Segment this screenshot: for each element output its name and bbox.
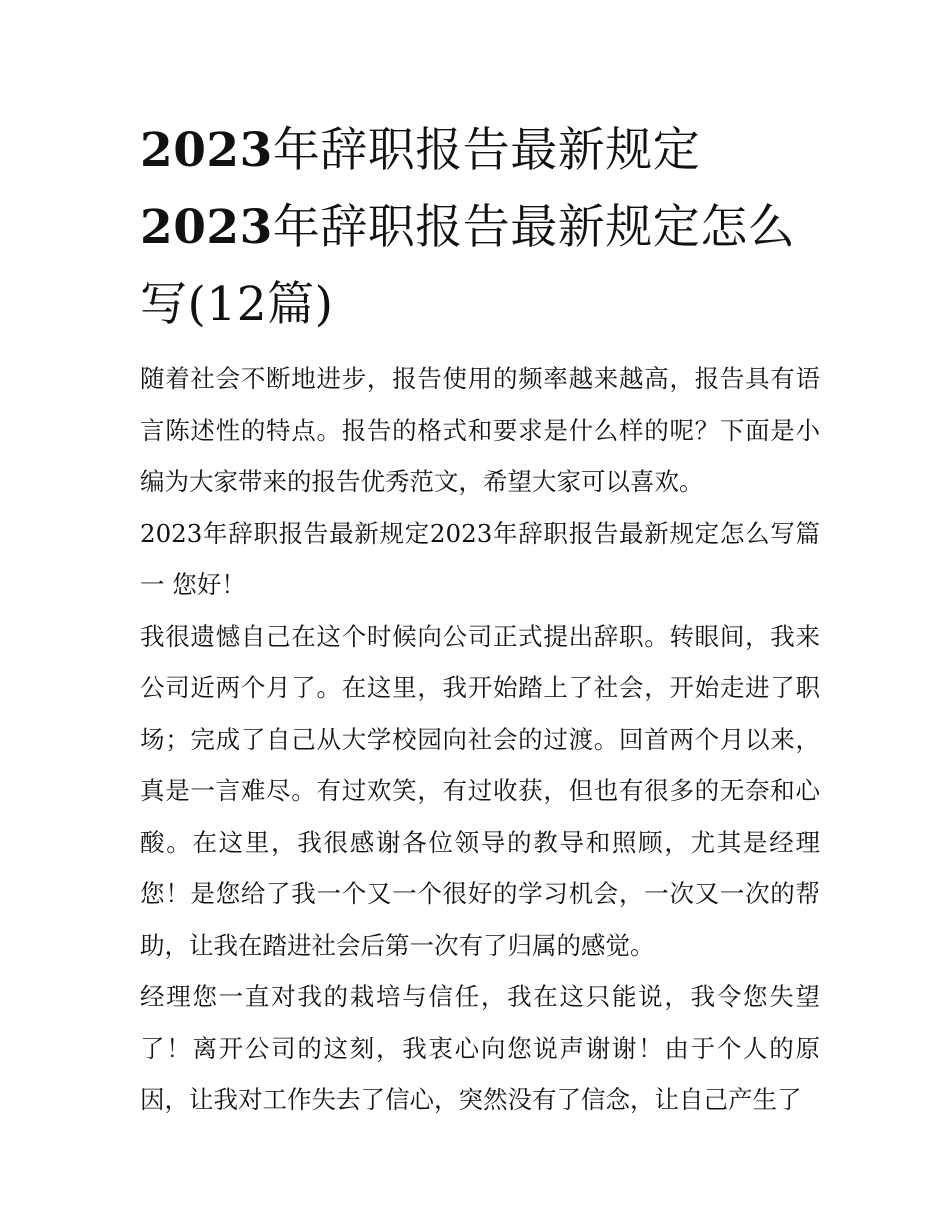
intro-paragraph: 随着社会不断地进步，报告使用的频率越来越高，报告具有语言陈述性的特点。报告的格式和要求是什么样的呢？下面是小编为大家带来的报告优秀范文，希望大家可以喜欢。 — [140, 364, 820, 496]
section-heading-paragraph: 2023年辞职报告最新规定2023年辞职报告最新规定怎么写篇一 您好！ — [140, 518, 820, 599]
title-year-1: 2023 — [140, 123, 273, 178]
document-title — [140, 112, 820, 343]
body-paragraph-1: 我很遗憾自己在这个时候向公司正式提出辞职。转眼间，我来公司近两个月了。在这里，我开始踏上了社会，开始走进了职场；完成了自己从大学校园向社会的过渡。回首两个月以来，真是一言难尽。有过欢笑，有过收获，但也有很多的无奈和心酸。在这里，我很感谢各位领导的教导和照顾，尤其是经理您！是您给了我一个又一个很好的学习机会，一次又一次的帮助，让我在踏进社会后第一次有了归属的感觉。 — [140, 621, 820, 960]
document-page — [140, 112, 820, 1126]
body-paragraph-2: 经理您一直对我的栽培与信任，我在这只能说，我令您失望了！离开公司的这刻，我衷心向您说声谢谢！由于个人的原因，让我对工作失去了信心，突然没有了信念，让自己产生了 — [140, 982, 820, 1114]
document-body — [140, 353, 820, 1126]
title-text-2: 年辞职报告最新规定怎么写(12篇) — [140, 200, 796, 332]
title-year-2: 2023 — [140, 200, 273, 255]
title-text-1: 年辞职报告最新规定 — [272, 123, 701, 178]
